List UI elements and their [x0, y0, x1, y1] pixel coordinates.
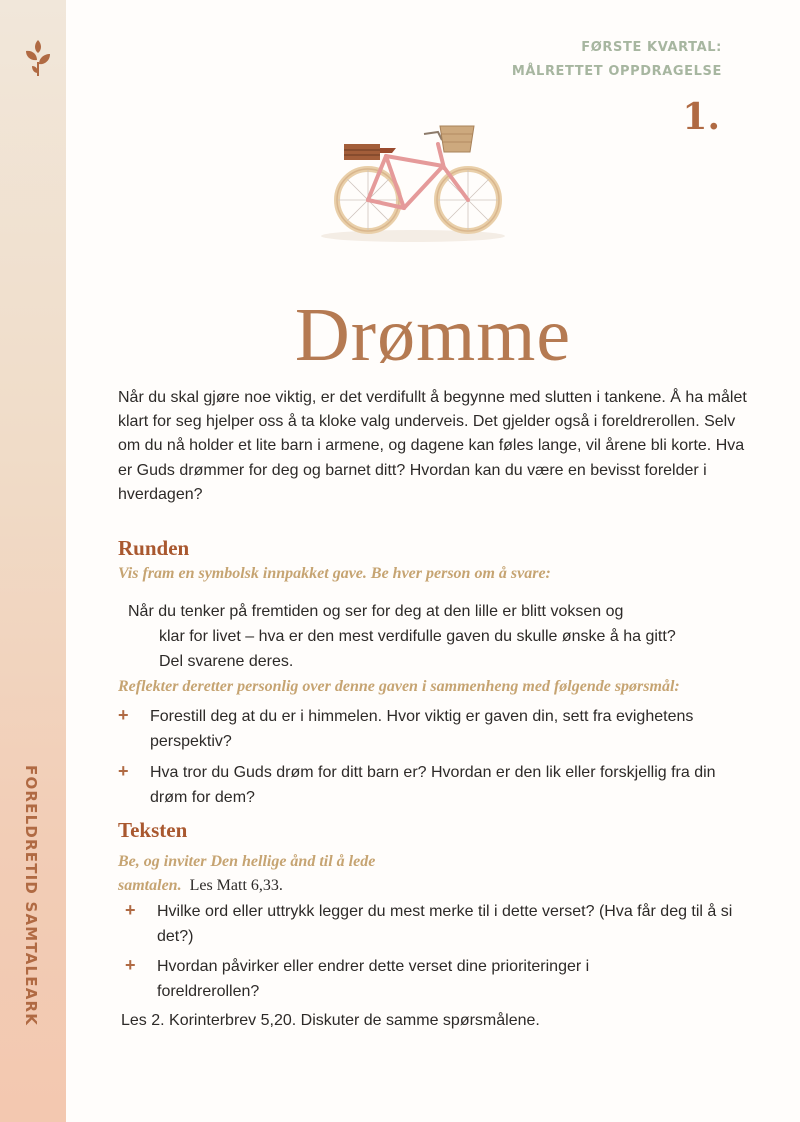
list-item: + Forestill deg at du er i himmelen. Hvor viktig er gaven din, sett fra evighetens perspektiv?	[118, 705, 694, 750]
footer-instruction: Les 2. Korinterbrev 5,20. Diskuter de samme spørsmålene.	[121, 1012, 540, 1029]
quarter-line-2: MÅLRETTET OPPDRAGELSE	[511, 64, 722, 79]
runden-heading: Runden	[118, 536, 190, 560]
list-item: + Hvilke ord eller uttrykk legger du mest merke til i dette verset? (Hva får deg til å si det?)	[125, 900, 733, 945]
page-title: Drømme	[294, 293, 572, 377]
teksten-instruction-line-2: samtalen. Les Matt 6,33.	[118, 877, 283, 894]
runden-question-line-3: Del svarene deres.	[159, 653, 294, 670]
quarter-line-1: FØRSTE KVARTAL:	[581, 40, 722, 55]
runden-question-line-2: klar for livet – hva er den mest verdifulle gaven du skulle ønske å ha gitt?	[159, 628, 676, 645]
reflect-instruction: Reflekter deretter personlig over denne gaven i sammenheng med følgende spørsmål:	[118, 678, 680, 695]
runden-question	[128, 599, 748, 674]
quarter-heading	[512, 36, 722, 84]
plus-icon: +	[118, 761, 129, 781]
intro-paragraph: Når du skal gjøre noe viktig, er det verdifullt å begynne med slutten i tankene. Å ha målet klart for seg hjelper oss å ta kloke valg underveis. Det gjelder også i foreldrerollen. Selv om du nå holder et lite barn i armene, og dagene kan føles lange, vil årene bli korte. Hva er Guds drømmer for deg og barnet ditt? Hvordan kan du være en bevisst forelder i hverdagen?	[118, 389, 747, 503]
reading-reference: Les Matt 6,33.	[189, 877, 283, 894]
teksten-instruction-line-1: Be, og inviter Den hellige ånd til å lede	[118, 853, 376, 870]
teksten-heading: Teksten	[118, 818, 188, 842]
side-label: FORELDRETID SAMTALEARK	[22, 765, 40, 1027]
plus-icon: +	[125, 900, 136, 920]
sprout-logo-icon	[24, 38, 52, 78]
plus-icon: +	[125, 955, 136, 975]
runden-instruction: Vis fram en symbolsk innpakket gave. Be hver person om å svare:	[118, 565, 551, 582]
plus-icon: +	[118, 705, 129, 725]
runden-question-line-1: Når du tenker på fremtiden og ser for deg at den lille er blitt voksen og	[128, 603, 624, 620]
sheet-number: 1.	[682, 96, 720, 138]
list-item: + Hva tror du Guds drøm for ditt barn er? Hvordan er den lik eller forskjellig fra din drøm for dem?	[118, 761, 716, 806]
list-item: + Hvordan påvirker eller endrer dette verset dine prioriteringer i foreldrerollen?	[125, 955, 590, 1000]
bicycle-illustration	[318, 118, 508, 246]
